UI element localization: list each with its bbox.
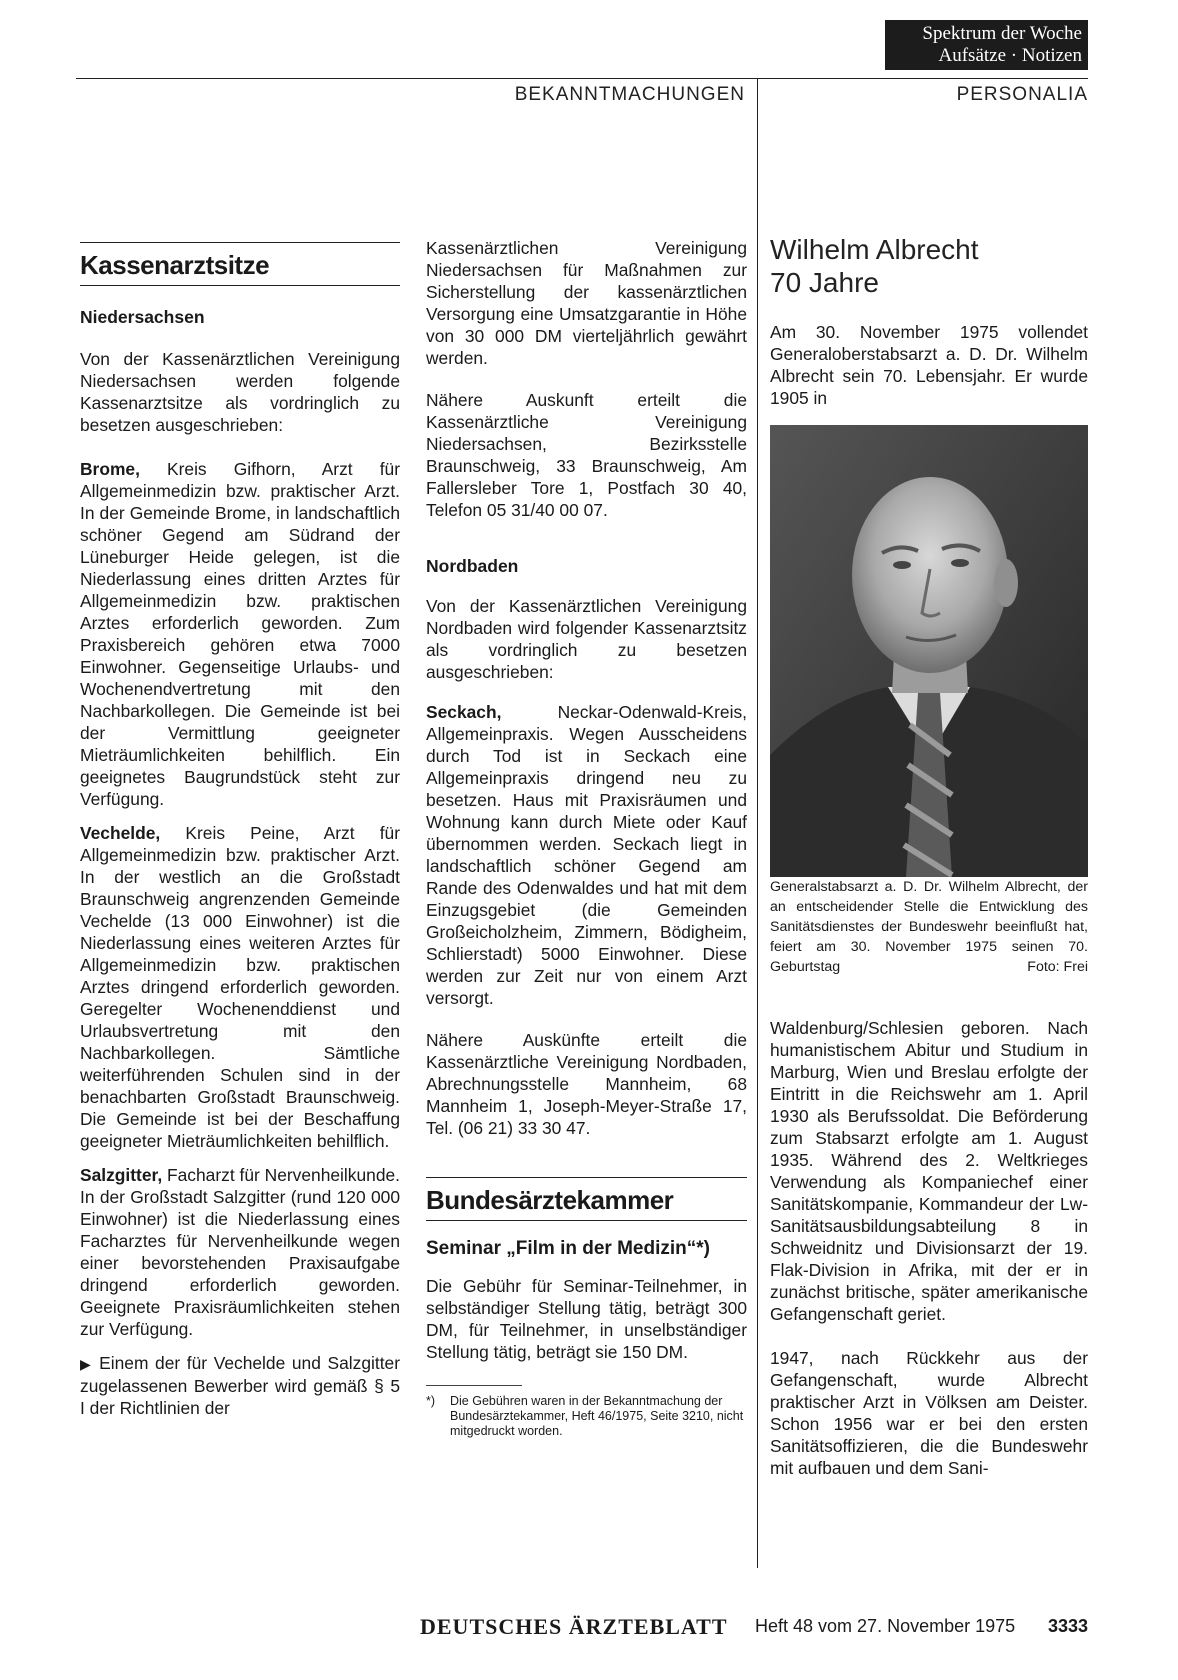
footnote-mark: *) xyxy=(426,1394,436,1408)
personal-title-line1: Wilhelm Albrecht xyxy=(770,234,979,265)
page-number: 3333 xyxy=(1048,1616,1089,1636)
salzgitter-paragraph xyxy=(80,1164,400,1340)
photo-caption xyxy=(770,877,1088,977)
brome-paragraph xyxy=(80,458,400,810)
brome-lead: Brome, xyxy=(80,459,140,479)
footnote-rule xyxy=(426,1385,522,1386)
triangle-arrow-icon: ▶ xyxy=(80,1356,93,1372)
article-title-bundesaerztekammer: Bundesärztekammer xyxy=(426,1185,674,1215)
subtitle-niedersachsen: Niedersachsen xyxy=(80,307,205,327)
column-divider xyxy=(757,78,758,1568)
section-label xyxy=(885,20,1088,70)
header-personalia: PERSONALIA xyxy=(956,84,1088,105)
subtitle-nordbaden: Nordbaden xyxy=(426,556,519,576)
biography-paragraph-1: Waldenburg/Schlesien geboren. Nach humanistischem Abitur und Studium in Marburg, Wien und Breslau erfolgte der Eintritt in die Reichswehr am 1. April 1930 als Berufssoldat. Die Beförderung zum Stabsarzt erfolgte am 1. August 1935. Während des 2. Weltkrieges Verwendung als Kompaniechef einer Sanitätskompanie, Kommandeur der Lw-Sanitätsausbildungsabteilung 8 in Schweidnitz und Divisionsarzt der 19. Flak-Division in Afrika, mit der er in zunächst britische, später amerikanische Gefangenschaft geriet. xyxy=(770,1018,1088,1324)
seckach-paragraph xyxy=(426,701,747,1009)
seminar-title: Seminar „Film in der Medizin“*) xyxy=(426,1238,710,1259)
footnote-text: Die Gebühren waren in der Bekanntmachung der Bundesärztekammer, Heft 46/1975, Seite 3210, nicht mitgedruckt worden. xyxy=(450,1394,744,1438)
contact-nordbaden: Nähere Auskünfte erteilt die Kassenärztliche Vereinigung Nordbaden, Abrechnungsstelle Mannheim, 68 Mannheim 1, Joseph-Meyer-Straße 17, Tel. (06 21) 33 30 47. xyxy=(426,1030,747,1138)
vechelde-lead: Vechelde, xyxy=(80,823,161,843)
bewerber-text: Einem der für Vechelde und Salzgitter zugelassenen Bewerber wird gemäß § 5 I der Richtlinien der xyxy=(80,1353,400,1418)
header-bekanntmachungen: BEKANNTMACHUNGEN xyxy=(514,84,745,105)
personal-intro: Am 30. November 1975 vollendet Generaloberstabsarzt a. D. Dr. Wilhelm Albrecht sein 70. Lebensjahr. Er wurde 1905 in xyxy=(770,322,1088,408)
contact-niedersachsen: Nähere Auskunft erteilt die Kassenärztliche Vereinigung Niedersachsen, Bezirksstelle Braunschweig, 33 Braunschweig, Am Fallersleber Tore 1, Postfach 30 40, Telefon 05 31/40 00 07. xyxy=(426,390,747,520)
portrait-photo xyxy=(770,425,1088,877)
nordbaden-intro: Von der Kassenärztlichen Vereinigung Nordbaden wird folgender Kassenarztsitz als vordringlich zu besetzen ausgeschrieben: xyxy=(426,596,747,682)
photo-credit: Foto: Frei xyxy=(1027,959,1088,975)
continued-paragraph: Kassenärztlichen Vereinigung Niedersachsen für Maßnahmen zur Sicherstellung der kassenärztlichen Versorgung eine Umsatzgarantie in Höhe von 30 000 DM vierteljährlich gewährt werden. xyxy=(426,238,747,368)
seckach-lead: Seckach, xyxy=(426,702,502,722)
column-2 xyxy=(426,237,747,1439)
footnote xyxy=(426,1394,747,1439)
seminar-paragraph: Die Gebühr für Seminar-Teilnehmer, in selbständiger Stellung tätig, beträgt 300 DM, für Teilnehmer, in unselbständiger Stellung tätig, beträgt sie 150 DM. xyxy=(426,1276,747,1362)
seckach-text: Neckar-Odenwald-Kreis, Allgemeinpraxis. Wegen Ausscheidens durch Tod ist in Seckach eine Allgemeinpraxis dringend neu zu besetzen. Haus mit Praxisräumen und Wohnung kann durch Miete oder Kauf übernommen werden. Seckach liegt in landschaftlich schöner Gegend am Rande des Odenwaldes und hat mit dem Einzugsgebiet (die Gemeinden Großeicholzheim, Zimmern, Bödigheim, Schlierstadt) 5000 Einwohner. Diese werden zur Zeit nur von einem Arzt versorgt. xyxy=(426,702,747,1008)
article-title-kassenarztsitze: Kassenarztsitze xyxy=(80,250,270,280)
section-label-line1: Spektrum der Woche xyxy=(922,23,1082,44)
issue-info: Heft 48 vom 27. November 1975 xyxy=(755,1616,1016,1636)
column-1 xyxy=(80,242,400,1419)
personal-title-line2: 70 Jahre xyxy=(770,267,879,298)
column-3 xyxy=(770,233,1088,1479)
bak-title-rule xyxy=(426,1177,747,1178)
title-rule-top xyxy=(80,242,400,243)
bewerber-paragraph xyxy=(80,1352,400,1419)
top-rule xyxy=(76,78,1088,79)
intro-paragraph: Von der Kassenärztlichen Vereinigung Niedersachsen werden folgende Kassenarztsitze als vordringlich zu besetzen ausgeschrieben: xyxy=(80,349,400,435)
biography-paragraph-2: 1947, nach Rückkehr aus der Gefangenschaft, wurde Albrecht praktischer Arzt in Völksen am Deister. Schon 1956 war er bei den ersten Sanitätsoffizieren, die die Bundeswehr mit aufbauen und dem Sani- xyxy=(770,1348,1088,1478)
portrait-illustration xyxy=(770,425,1088,877)
section-label-line2: Aufsätze · Notizen xyxy=(938,45,1082,66)
caption-text: Generalstabsarzt a. D. Dr. Wilhelm Albrecht, der an entscheidender Stelle die Entwicklung des Sanitätsdienstes der Bundeswehr beeinflußt hat, feiert am 30. November 1975 seinen 70. Geburtstag xyxy=(770,879,1088,975)
vechelde-paragraph xyxy=(80,822,400,1152)
salzgitter-text: Facharzt für Nervenheilkunde. In der Großstadt Salzgitter (rund 120 000 Einwohner) ist die Niederlassung eines Facharztes für Nervenheilkunde wegen einer bevorstehenden Praxisaufgabe dringend erforderlich geworden. Geeignete Praxisräumlichkeiten stehen zur Verfügung. xyxy=(80,1165,400,1339)
brome-text: Kreis Gifhorn, Arzt für Allgemeinmedizin bzw. praktischer Arzt. In der Gemeinde Brome, in landschaftlich schöner Gegend am Südrand der Lüneburger Heide gelegen, ist die Niederlassung eines dritten Arztes für Allgemeinmedizin bzw. praktischen Arztes erforderlich geworden. Zum Praxisbereich gehören etwa 7000 Einwohner. Gegenseitige Urlaubs- und Wochenendvertretung mit den Nachbarkollegen. Die Gemeinde ist bei der Vermittlung geeigneter Mieträumlichkeiten behilflich. Ein geeignetes Baugrundstück steht zur Verfügung. xyxy=(80,459,400,809)
journal-name: DEUTSCHES ÄRZTEBLATT xyxy=(420,1614,728,1639)
vechelde-text: Kreis Peine, Arzt für Allgemeinmedizin bzw. praktischer Arzt. In der westlich an die Großstadt Braunschweig angrenzenden Gemeinde Vechelde (13 000 Einwohner) ist die Niederlassung eines weiteren Arztes für Allgemeinmedizin bzw. praktischen Arztes dringend erforderlich geworden. Geregelter Wochenenddienst und Urlaubsvertretung mit den Nachbarkollegen. Sämtliche weiterführenden Schulen sind in der benachbarten Großstadt Braunschweig. Die Gemeinde ist bei der Beschaffung geeigneter Mieträumlichkeiten behilflich. xyxy=(80,823,400,1151)
salzgitter-lead: Salzgitter, xyxy=(80,1165,163,1185)
